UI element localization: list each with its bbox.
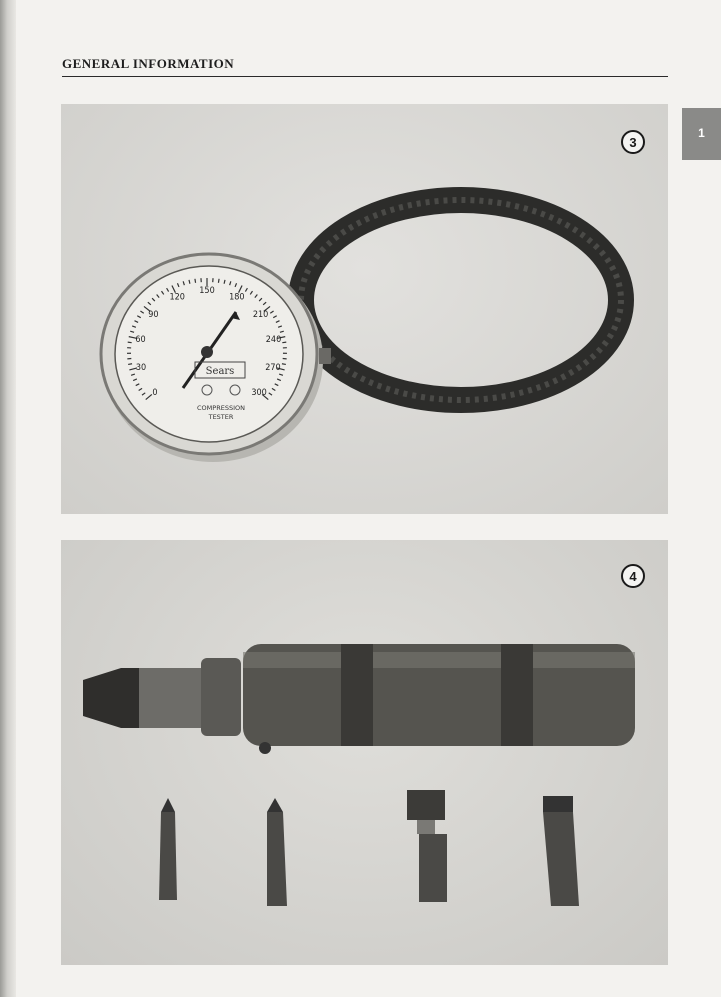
gauge-brand: Sears bbox=[205, 366, 235, 377]
driver-bit-flat bbox=[543, 796, 579, 906]
gauge-label-line1: COMPRESSION bbox=[197, 404, 245, 412]
gauge-scale-label: 0 bbox=[152, 387, 158, 398]
driver-bit-phillips-2 bbox=[267, 798, 287, 906]
driver-grip-band-1 bbox=[341, 644, 373, 746]
gauge-hub bbox=[201, 346, 213, 358]
gauge-scale-label: 210 bbox=[252, 309, 269, 320]
figure-4-photo-impact-driver bbox=[61, 540, 668, 965]
driver-bit-socket-adapter bbox=[407, 790, 447, 902]
gauge-tick bbox=[128, 364, 132, 365]
section-header: GENERAL INFORMATION bbox=[62, 56, 235, 71]
gauge-scale-label: 150 bbox=[199, 286, 215, 296]
driver-neck bbox=[201, 658, 241, 736]
gauge-tick bbox=[282, 364, 286, 365]
gauge-scale-label: 270 bbox=[265, 362, 281, 373]
driver-collar bbox=[139, 668, 209, 728]
compression-tester-illustration bbox=[61, 104, 668, 514]
gauge-scale-label: 180 bbox=[229, 292, 245, 303]
gauge-tick bbox=[282, 342, 286, 343]
figure-number-badge: 3 bbox=[621, 130, 645, 154]
gauge-scale-label: 90 bbox=[148, 309, 159, 320]
driver-pin bbox=[259, 742, 271, 754]
gauge-scale-label: 120 bbox=[169, 292, 185, 303]
gauge-tick bbox=[195, 279, 196, 283]
gauge-tick bbox=[128, 342, 132, 343]
gauge-tick bbox=[218, 279, 219, 283]
page-binding-shadow bbox=[0, 0, 16, 997]
header-rule bbox=[62, 76, 668, 77]
gauge-scale-label: 240 bbox=[265, 335, 282, 346]
gauge-scale-label: 30 bbox=[135, 362, 147, 373]
chapter-tab-number: 1 bbox=[698, 126, 705, 140]
chapter-tab bbox=[682, 108, 721, 160]
gauge-label-line2: TESTER bbox=[208, 413, 234, 421]
gauge-scale-label: 300 bbox=[251, 387, 267, 398]
driver-bit-phillips-1 bbox=[159, 798, 177, 900]
figure-number-badge: 4 bbox=[621, 564, 645, 588]
gauge-fitting bbox=[319, 348, 331, 364]
figure-3-photo-compression-tester bbox=[61, 104, 668, 514]
impact-driver-illustration bbox=[61, 540, 668, 965]
driver-nose bbox=[83, 668, 141, 728]
gauge-scale-label: 60 bbox=[135, 335, 146, 346]
driver-body-highlight bbox=[243, 652, 635, 668]
driver-grip-band-2 bbox=[501, 644, 533, 746]
